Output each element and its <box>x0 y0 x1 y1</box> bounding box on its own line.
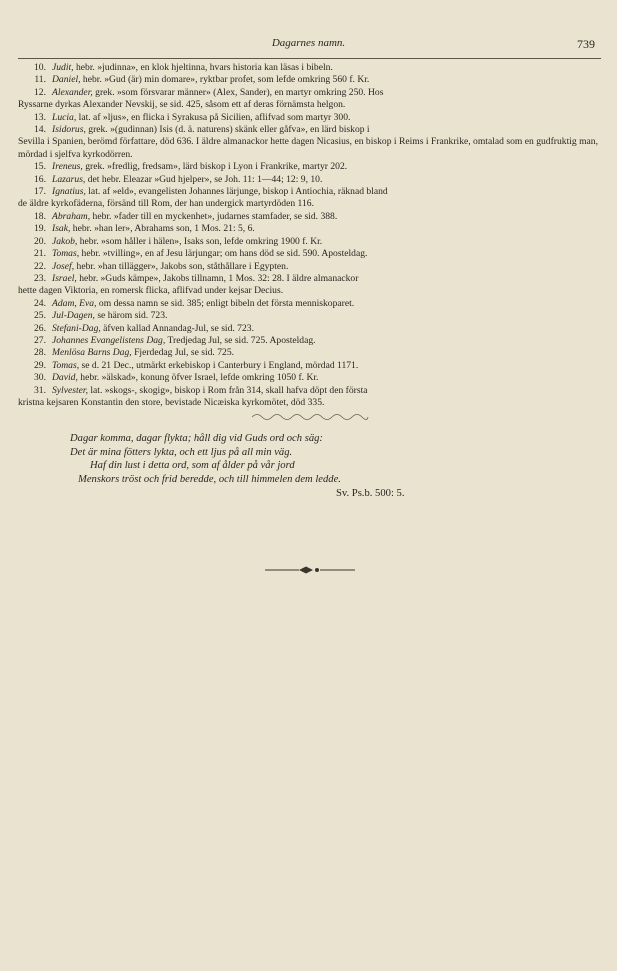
day-number: 29. <box>34 359 46 371</box>
entry-continuation: Ryssarne dyrkas Alexander Nevskij, se sid. 425, såsom ett af deras förnämsta helgon. <box>18 99 346 111</box>
hymn-verse <box>70 432 490 501</box>
entry-text: grek. »som försvarar männer» (Alex, Sander), en martyr omkring 250. Hos <box>95 86 384 98</box>
day-number: 24. <box>34 297 46 309</box>
page-number: 739 <box>577 37 595 51</box>
entry-text: lat. af »ljus», en flicka i Syrakusa på Sicilien, aflifvad som martyr 300. <box>78 111 351 123</box>
entry-continuation: Sevilla i Spanien, berömd författare, död 636. I äldre almanackor hette dagen Nicasius, en biskop i Reims i Frankrike, omtalad som en gudfruktig man, mördad i sjelfva kyrkodörren. <box>18 136 599 160</box>
saint-name: Lazarus, <box>52 173 86 185</box>
list-item <box>18 223 601 235</box>
entry-text: se d. 21 Dec., utmärkt erkebiskop i Canterbury i England, mördad 1171. <box>81 359 359 371</box>
day-number: 20. <box>34 235 46 247</box>
day-number: 10. <box>34 62 46 73</box>
hymn-reference: Sv. Ps.b. 500: 5. <box>336 487 405 499</box>
saint-name: Isidorus, <box>52 124 86 136</box>
saint-name: Lucia, <box>52 111 77 123</box>
entry-text: hebr. »som håller i hälen», Isaks son, lefde omkring 1900 f. Kr. <box>79 235 323 247</box>
day-number: 19. <box>34 223 46 235</box>
entry-text: det hebr. Eleazar »Gud hjelper», se Joh. 11: 1—44; 12: 9, 10. <box>87 173 323 185</box>
list-item <box>18 323 601 335</box>
day-number: 26. <box>34 322 46 334</box>
day-number: 30. <box>34 372 46 384</box>
entry-text: Fjerdedag Jul, se sid. 725. <box>134 347 235 359</box>
saint-name: Johannes Evangelistens Dag, <box>52 334 166 346</box>
entry-text: hebr. »han tillägger», Jakobs son, ståthållare i Egypten. <box>76 260 289 272</box>
day-number: 22. <box>34 260 46 272</box>
saint-name: Stefani-Dag, <box>52 322 101 334</box>
wavy-ornament <box>250 410 370 424</box>
day-number: 15. <box>34 161 46 173</box>
entry-text: grek. »(gudinnan) Isis (d. ä. naturens) skänk eller gåfva», en lärd biskop i <box>88 124 370 136</box>
entry-continuation: hette dagen Viktoria, en romersk flicka, aflifvad under kejsar Decius. <box>18 285 284 297</box>
name-day-list <box>18 62 601 409</box>
day-number: 27. <box>34 334 46 346</box>
list-item <box>18 74 601 86</box>
list-item <box>18 347 601 359</box>
list-item <box>18 360 601 372</box>
verse-line-1: Dagar komma, dagar flykta; håll dig vid Guds ord och säg: <box>70 433 323 444</box>
list-item <box>18 261 601 273</box>
entry-text: Tredjedag Jul, se sid. 725. Aposteldag. <box>167 334 316 346</box>
day-number: 11. <box>34 74 46 86</box>
entry-continuation: kristna kejsaren Konstantin den store, bevistade Nicæiska kyrkomötet, död 335. <box>18 396 325 408</box>
entry-text: hebr. »judinna», en klok hjeltinna, hvars historia kan läsas i bibeln. <box>76 62 333 73</box>
day-number: 31. <box>34 384 46 396</box>
list-item <box>18 385 601 410</box>
list-item <box>18 186 601 211</box>
saint-name: Adam, Eva, <box>52 297 97 309</box>
saint-name: Sylvester, <box>52 384 88 396</box>
day-number: 12. <box>34 86 46 98</box>
page-header <box>20 37 597 55</box>
verse-line-3: Haf din lust i detta ord, som af ålder på vår jord <box>90 460 295 472</box>
verse-line-2: Det är mina fötters lykta, och ett ljus på all min väg. <box>70 446 293 458</box>
saint-name: Daniel, <box>52 74 81 86</box>
day-number: 25. <box>34 310 46 322</box>
saint-name: Tomas, <box>52 248 80 260</box>
day-number: 28. <box>34 347 46 359</box>
entry-continuation: de äldre kyrkofäderna, försänd till Rom, der han undergick martyrdöden 116. <box>18 198 314 210</box>
saint-name: Israel, <box>52 272 77 284</box>
list-item <box>18 298 601 310</box>
verse-line-4: Menskors tröst och frid beredde, och till himmelen dem ledde. <box>78 474 341 486</box>
entry-text: äfven kallad Annandag-Jul, se sid. 723. <box>103 322 254 334</box>
list-item <box>18 124 601 161</box>
day-number: 17. <box>34 186 46 198</box>
saint-name: David, <box>52 372 78 384</box>
entry-text: grek. »fredlig, fredsam», lärd biskop i Lyon i Frankrike, martyr 202. <box>85 161 348 173</box>
list-item <box>18 87 601 112</box>
day-number: 18. <box>34 210 46 222</box>
saint-name: Ignatius, <box>52 186 86 198</box>
saint-name: Tomas, <box>52 359 80 371</box>
saint-name: Jul-Dagen, <box>52 310 95 322</box>
header-rule <box>18 58 601 59</box>
list-item <box>18 62 601 74</box>
saint-name: Ireneus, <box>52 161 83 173</box>
entry-text: hebr. »tvilling», en af Jesu lärjungar; om hans död se sid. 590. Aposteldag. <box>81 248 368 260</box>
day-number: 23. <box>34 272 46 284</box>
day-number: 21. <box>34 248 46 260</box>
list-item <box>18 161 601 173</box>
entry-text: se härom sid. 723. <box>97 310 168 322</box>
saint-name: Isak, <box>52 223 71 235</box>
list-item <box>18 248 601 260</box>
list-item <box>18 335 601 347</box>
saint-name: Abraham, <box>52 210 91 222</box>
list-item <box>18 174 601 186</box>
saint-name: Judit, <box>52 62 74 73</box>
list-item <box>18 310 601 322</box>
day-number: 14. <box>34 124 46 136</box>
list-item <box>18 236 601 248</box>
running-title: Dagarnes namn. <box>271 37 346 49</box>
entry-text: hebr. »fader till en myckenhet», judarnes stamfader, se sid. 388. <box>92 210 338 222</box>
entry-text: om dessa namn se sid. 385; enligt bibeln det första menniskoparet. <box>98 297 355 309</box>
saint-name: Jakob, <box>52 235 78 247</box>
saint-name: Menlösa Barns Dag, <box>52 347 132 359</box>
entry-text: lat. »skogs-, skogig», biskop i Rom från 314, skall hafva döpt den första <box>90 384 368 396</box>
entry-text: hebr. »han ler», Abrahams son, 1 Mos. 21: 5, 6. <box>72 223 255 235</box>
day-number: 13. <box>34 111 46 123</box>
list-item <box>18 273 601 298</box>
list-item <box>18 211 601 223</box>
entry-text: hebr. »Gud (är) min domare», ryktbar profet, som lefde omkring 560 f. Kr. <box>82 74 370 86</box>
entry-text: hebr. »Guds kämpe», Jakobs tillnamn, 1 Mos. 32: 28. I äldre almanackor <box>79 272 359 284</box>
end-ornament-divider <box>265 565 355 575</box>
list-item <box>18 112 601 124</box>
entry-text: lat. af »eld», evangelisten Johannes lärjunge, biskop i Antiochia, räknad bland <box>88 186 388 198</box>
list-item <box>18 372 601 384</box>
entry-text: hebr. »älskad», konung öfver Israel, lefde omkring 1050 f. Kr. <box>80 372 319 384</box>
day-number: 16. <box>34 173 46 185</box>
saint-name: Alexander, <box>52 86 93 98</box>
saint-name: Josef, <box>52 260 75 272</box>
